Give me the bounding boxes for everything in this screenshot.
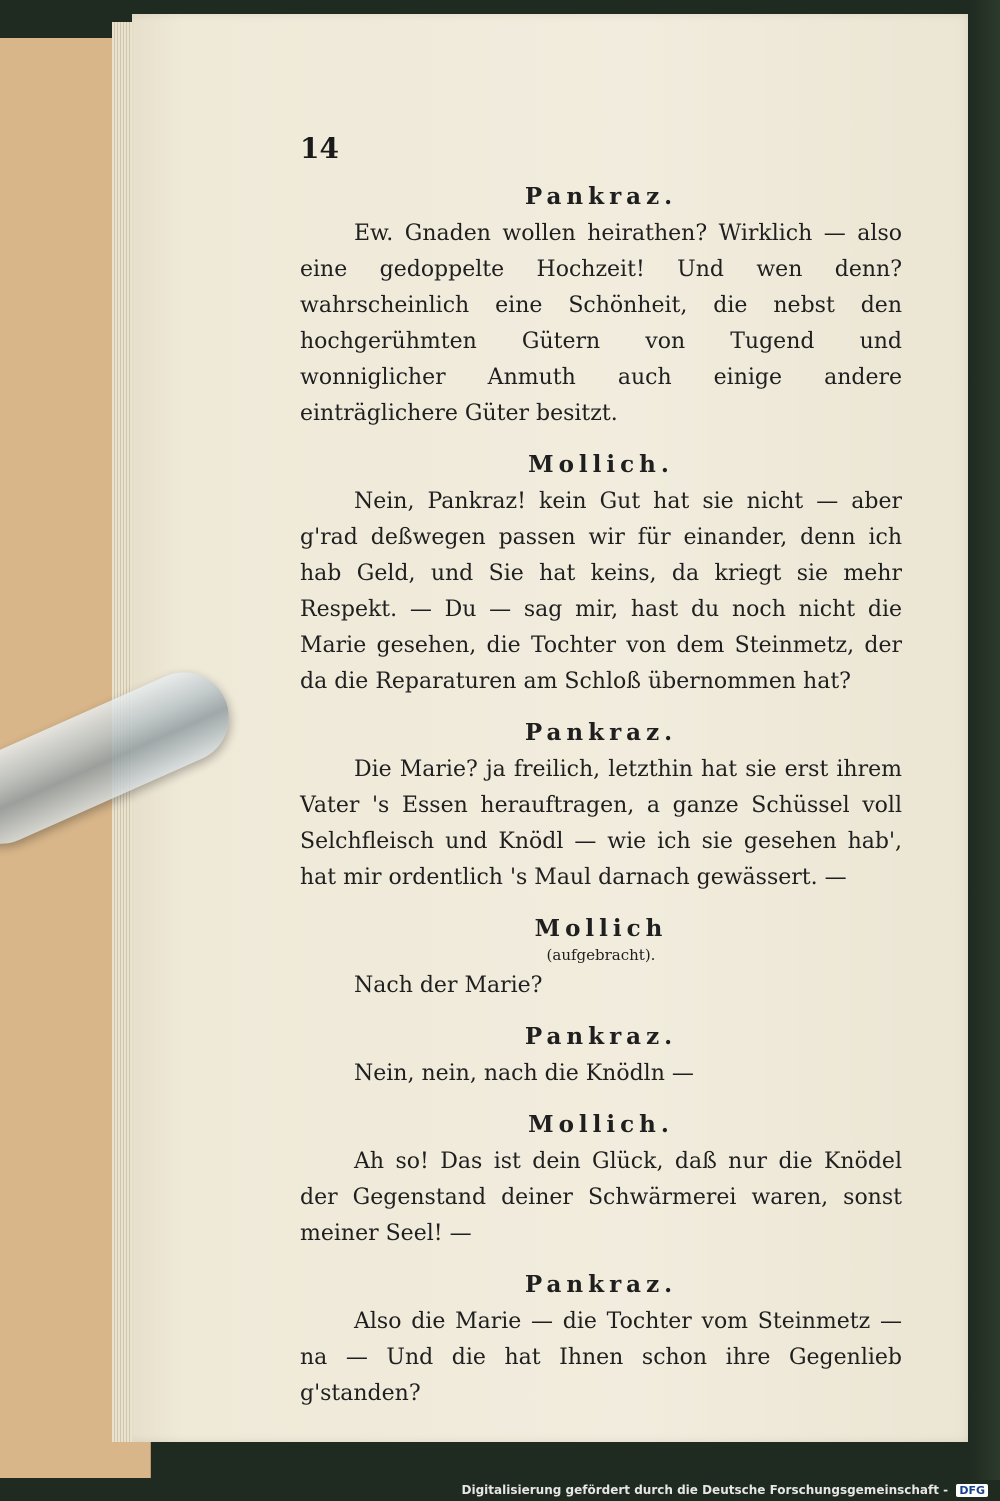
- speaker-name: Mollich: [534, 915, 668, 942]
- dialogue-block: [300, 714, 902, 896]
- speaker-name: Pankraz.: [524, 1271, 678, 1298]
- credit-text: Digitalisierung gefördert durch die Deutsche Forschungsgemeinschaft -: [461, 1483, 949, 1497]
- speech-text: Nach der Marie?: [354, 973, 543, 998]
- dialogue-block: [300, 1266, 902, 1412]
- dialogue-block: [300, 910, 902, 1004]
- speaker-name: Pankraz.: [524, 183, 678, 210]
- page-text: [300, 178, 902, 1426]
- speech-text: Also die Marie — die Tochter vom Steinmetz — na — Und die hat Ihnen schon ihre Gegenlieb g'standen?: [300, 1309, 902, 1406]
- dialogue-block: [300, 1018, 902, 1092]
- digitization-credit: [462, 1483, 988, 1497]
- dialogue-block: [300, 1106, 902, 1252]
- speaker-name: Pankraz.: [524, 1023, 678, 1050]
- speaker-name: Mollich.: [528, 1111, 674, 1138]
- page-number: 14: [300, 132, 339, 165]
- speech-text: Ew. Gnaden wollen heirathen? Wirklich — also eine gedoppelte Hochzeit! Und wen denn? wahrscheinlich eine Schönheit, die nebst den hochgerühmten Gütern von Tugend und wonniglicher Anmuth auch einige andere einträglichere Güter besitzt.: [300, 221, 902, 426]
- scan-background-strip: [968, 0, 1000, 1480]
- dialogue-block: [300, 446, 902, 700]
- speech-text: Nein, nein, nach die Knödln —: [354, 1061, 694, 1086]
- dfg-logo: DFG: [956, 1484, 988, 1497]
- speaker-name: Mollich.: [528, 451, 674, 478]
- speech-text: Ah so! Das ist dein Glück, daß nur die Knödel der Gegenstand deiner Schwärmerei waren, sonst meiner Seel! —: [300, 1149, 902, 1246]
- speaker-name: Pankraz.: [524, 719, 678, 746]
- dialogue-block: [300, 178, 902, 432]
- stage-direction: (aufgebracht).: [546, 946, 656, 964]
- speech-text: Die Marie? ja freilich, letzthin hat sie erst ihrem Vater 's Essen herauftragen, a ganze Schüssel voll Selchfleisch und Knödl — wie ich sie gesehen hab', hat mir ordentlich 's Maul darnach gewässert. —: [300, 757, 902, 890]
- speech-text: Nein, Pankraz! kein Gut hat sie nicht — aber g'rad deßwegen passen wir für einander, denn ich hab Geld, und Sie hat keins, da kriegt sie mehr Respekt. — Du — sag mir, hast du noch nicht die Marie gesehen, die Tochter von dem Steinmetz, der da die Reparaturen am Schloß übernommen hat?: [300, 489, 902, 694]
